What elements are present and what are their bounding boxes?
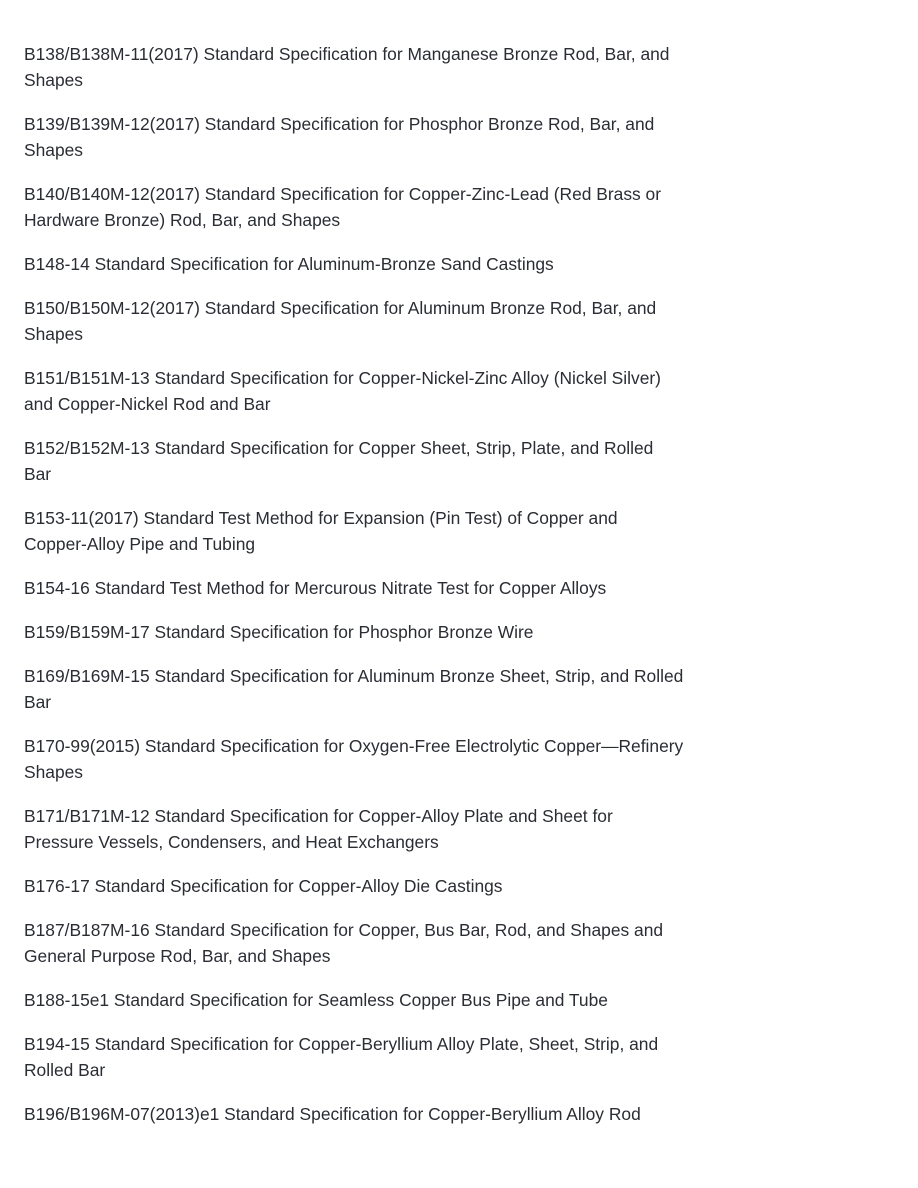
list-item: B152/B152M-13 Standard Specification for Copper Sheet, Strip, Plate, and Rolled Bar [24, 438, 654, 484]
list-item: B138/B138M-11(2017) Standard Specification for Manganese Bronze Rod, Bar, and Shapes [24, 44, 670, 90]
list-item: B176-17 Standard Specification for Copper-Alloy Die Castings [24, 876, 503, 896]
standards-list [24, 41, 684, 1145]
list-item: B187/B187M-16 Standard Specification for Copper, Bus Bar, Rod, and Shapes and General Purpose Rod, Bar, and Shapes [24, 920, 664, 966]
list-item: B196/B196M-07(2013)e1 Standard Specification for Copper-Beryllium Alloy Rod [24, 1104, 641, 1124]
list-item: B154-16 Standard Test Method for Mercurous Nitrate Test for Copper Alloys [24, 578, 607, 598]
list-item: B194-15 Standard Specification for Copper-Beryllium Alloy Plate, Sheet, Strip, and Rolled Bar [24, 1034, 659, 1080]
list-item: B139/B139M-12(2017) Standard Specification for Phosphor Bronze Rod, Bar, and Shapes [24, 114, 655, 160]
list-item: B171/B171M-12 Standard Specification for Copper-Alloy Plate and Sheet for Pressure Vessels, Condensers, and Heat Exchangers [24, 806, 613, 852]
list-item: B140/B140M-12(2017) Standard Specification for Copper-Zinc-Lead (Red Brass or Hardware Bronze) Rod, Bar, and Shapes [24, 184, 662, 230]
list-item: B150/B150M-12(2017) Standard Specification for Aluminum Bronze Rod, Bar, and Shapes [24, 298, 657, 344]
list-item: B159/B159M-17 Standard Specification for Phosphor Bronze Wire [24, 622, 534, 642]
list-item: B151/B151M-13 Standard Specification for Copper-Nickel-Zinc Alloy (Nickel Silver) and Copper-Nickel Rod and Bar [24, 368, 661, 414]
list-item: B188-15e1 Standard Specification for Seamless Copper Bus Pipe and Tube [24, 990, 608, 1010]
list-item: B170-99(2015) Standard Specification for Oxygen-Free Electrolytic Copper—Refinery Shapes [24, 736, 684, 782]
list-item: B169/B169M-15 Standard Specification for Aluminum Bronze Sheet, Strip, and Rolled Bar [24, 666, 684, 712]
list-item: B153-11(2017) Standard Test Method for Expansion (Pin Test) of Copper and Copper-Alloy Pipe and Tubing [24, 508, 618, 554]
list-item: B148-14 Standard Specification for Aluminum-Bronze Sand Castings [24, 254, 554, 274]
